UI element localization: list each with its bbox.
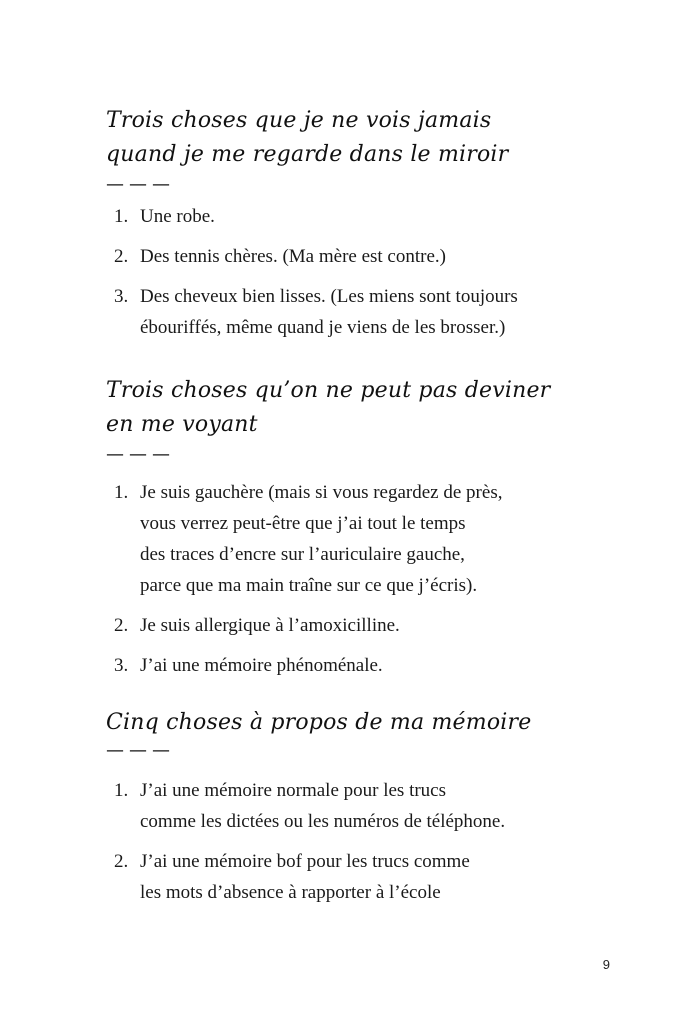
- section-1-separator: ———: [106, 174, 175, 195]
- section-1-heading-line-1: Trois choses que je ne vois jamais: [106, 108, 492, 133]
- list-item-text: Des cheveux bien lisses. (Les miens sont toujours: [140, 286, 518, 307]
- section-2-list: [114, 477, 674, 690]
- list-item-text: Une robe.: [140, 206, 215, 227]
- list-item-text: Des tennis chères. (Ma mère est contre.): [140, 246, 446, 267]
- list-item-text: comme les dictées ou les numéros de téléphone.: [140, 811, 506, 832]
- list-item: [114, 650, 674, 681]
- list-item-number: 3.: [114, 286, 129, 307]
- section-1-heading-line-2: quand je me regarde dans le miroir: [106, 142, 509, 167]
- section-3-list: [114, 775, 674, 917]
- section-3-heading: [106, 706, 531, 740]
- list-item-text: J’ai une mémoire bof pour les trucs comme: [140, 851, 470, 872]
- list-item-number: 1.: [114, 482, 129, 503]
- list-item-text: ébouriffés, même quand je viens de les brosser.): [140, 317, 506, 338]
- list-item-text: vous verrez peut-être que j’ai tout le temps: [140, 513, 466, 534]
- section-3-heading-line-1: Cinq choses à propos de ma mémoire: [106, 710, 532, 735]
- section-3-separator: ———: [106, 740, 175, 761]
- list-item-number: 3.: [114, 655, 129, 676]
- list-item: [114, 241, 674, 272]
- section-2-heading: [106, 374, 550, 442]
- section-2-heading-line-1: Trois choses qu’on ne peut pas deviner: [106, 378, 551, 403]
- list-item-text: Je suis allergique à l’amoxicilline.: [140, 615, 400, 636]
- list-item-number: 2.: [114, 615, 129, 636]
- list-item: [114, 610, 674, 641]
- list-item: [114, 846, 674, 908]
- section-2-separator: ———: [106, 444, 175, 465]
- list-item-number: 2.: [114, 851, 129, 872]
- list-item: [114, 281, 674, 343]
- list-item-number: 1.: [114, 206, 129, 227]
- section-1-heading: [106, 104, 508, 172]
- list-item-text: Je suis gauchère (mais si vous regardez de près,: [140, 482, 503, 503]
- list-item-text: J’ai une mémoire phénoménale.: [140, 655, 383, 676]
- list-item: [114, 201, 674, 232]
- list-item: [114, 477, 674, 601]
- list-item: [114, 775, 674, 837]
- list-item-text: les mots d’absence à rapporter à l’école: [140, 882, 441, 903]
- list-item-text: J’ai une mémoire normale pour les trucs: [140, 780, 447, 801]
- section-2-heading-line-2: en me voyant: [106, 412, 258, 437]
- list-item-text: parce que ma main traîne sur ce que j’écris).: [140, 575, 478, 596]
- list-item-number: 1.: [114, 780, 129, 801]
- page-number: 9: [602, 957, 610, 972]
- list-item-text: des traces d’encre sur l’auriculaire gauche,: [140, 544, 465, 565]
- list-item-number: 2.: [114, 246, 129, 267]
- section-1-list: [114, 201, 674, 352]
